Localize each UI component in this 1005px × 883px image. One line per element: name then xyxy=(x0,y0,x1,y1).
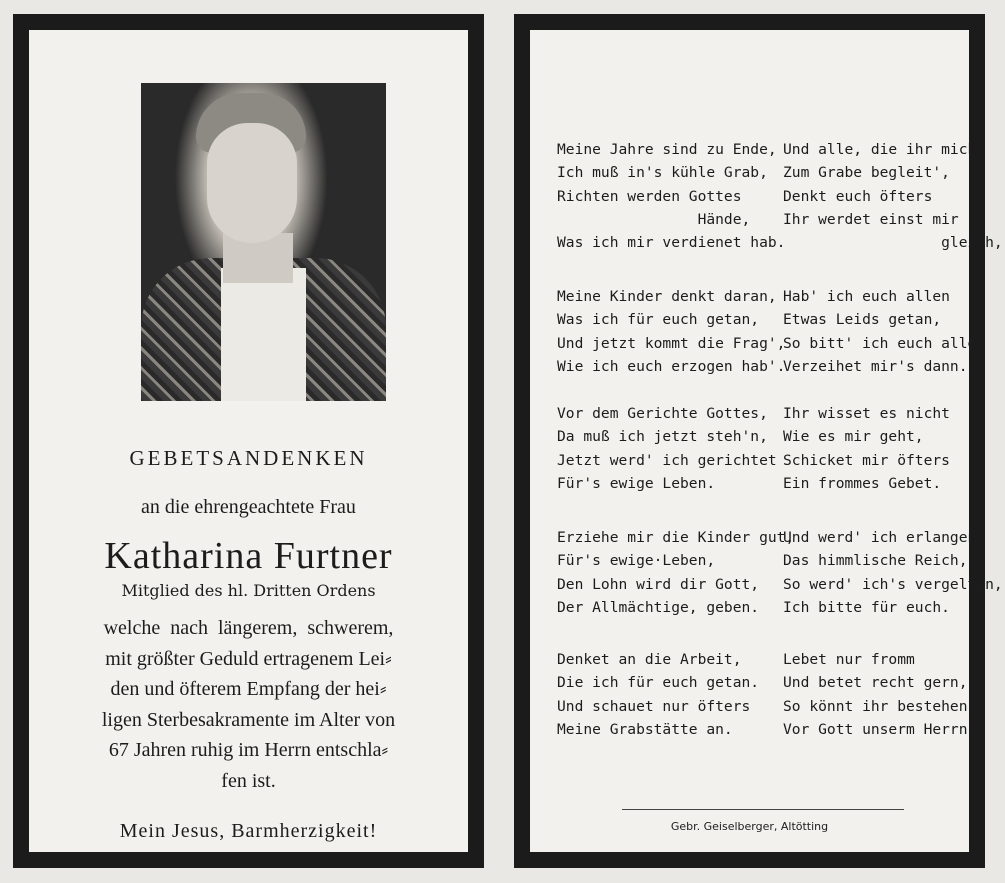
verse-stanza xyxy=(783,285,986,378)
verse-line: Das himmlische Reich, xyxy=(783,552,968,570)
verse-line: Vor dem Gerichte Gottes, xyxy=(557,405,768,422)
verse-line: So werd' ich's vergelten, xyxy=(783,575,1003,593)
verse-stanza xyxy=(783,648,983,741)
closing-prayer: Mein Jesus, Barmherzigkeit! xyxy=(119,820,378,842)
verse-line: Erziehe mir die Kinder gut, xyxy=(557,529,795,546)
subheading: an die ehrengeachtete Frau xyxy=(141,496,356,518)
verse-line: Da muß ich jetzt steh'n, xyxy=(557,428,768,446)
obituary-line: welche nach längerem, schwerem, xyxy=(103,617,394,639)
verse-line: Den Lohn wird dir Gott, xyxy=(557,575,760,593)
printer-credit: Gebr. Geiselberger, Altötting xyxy=(670,820,829,833)
verse-line: Hab' ich euch allen xyxy=(783,288,950,305)
verse-line: Schicket mir öfters xyxy=(783,451,950,469)
verse-stanza xyxy=(557,138,786,254)
verse-stanza xyxy=(557,648,760,741)
verse-line: Verzeihet mir's dann. xyxy=(783,357,968,375)
verse-stanza xyxy=(783,526,1003,619)
verse-line: Wie es mir geht, xyxy=(783,428,924,446)
deceased-name: Katharina Furtner xyxy=(104,535,393,577)
verse-line: Lebet nur fromm xyxy=(783,651,915,668)
verse-line: Und betet recht gern, xyxy=(783,674,968,692)
verse-line: Ihr wisset es nicht xyxy=(783,405,950,422)
verse-line: So könnt ihr bestehen xyxy=(783,697,968,715)
verse-line: Wie ich euch erzogen hab'. xyxy=(557,357,786,375)
obituary-line: mit größter Geduld ertragenem Lei⸗ xyxy=(105,647,392,670)
verse-line: Meine Jahre sind zu Ende, xyxy=(557,141,777,158)
verse-line: Denkt euch öfters xyxy=(783,187,933,205)
heading: GEBETSANDENKEN xyxy=(129,446,368,470)
verse-line: So bitt' ich euch alle, xyxy=(783,334,986,352)
obituary-line: den und öfterem Empfang der hei⸗ xyxy=(110,678,387,700)
verse-line: Meine Kinder denkt daran, xyxy=(557,288,777,305)
verse-line: Denket an die Arbeit, xyxy=(557,651,742,668)
verse-line: Richten werden Gottes xyxy=(557,187,742,205)
verse-stanza xyxy=(783,138,1003,254)
verse-line: Ich muß in's kühle Grab, xyxy=(557,164,768,182)
order-membership: Mitglied des hl. Dritten Ordens xyxy=(121,581,376,600)
verse-stanza xyxy=(783,402,983,495)
portrait-photo xyxy=(141,83,386,401)
memorial-card-back xyxy=(514,14,1003,868)
verse-line: Hände, xyxy=(557,210,751,228)
verse-line: Und jetzt kommt die Frag', xyxy=(557,334,786,352)
verse-line: Und alle, die ihr mich xyxy=(783,141,977,158)
verse-line: Was ich für euch getan, xyxy=(557,311,760,329)
obituary-line: fen ist. xyxy=(221,769,276,792)
verse-stanza xyxy=(557,285,786,378)
obituary-text xyxy=(29,613,468,796)
verse-stanza xyxy=(557,402,777,495)
verse-line: Der Allmächtige, geben. xyxy=(557,598,760,616)
card-back-inner xyxy=(530,30,1003,852)
verse-line: gleich, xyxy=(783,234,1003,252)
divider-line xyxy=(622,809,904,810)
obituary-line: 67 Jahren ruhig im Herrn entschla⸗ xyxy=(108,739,389,761)
verse-line: Etwas Leids getan, xyxy=(783,311,942,329)
verse-line: Ihr werdet einst mir xyxy=(783,210,959,228)
verse-line: Und schauet nur öfters xyxy=(557,697,751,715)
verse-line: Ein frommes Gebet. xyxy=(783,474,942,492)
verse-line: Für's ewige Leben. xyxy=(557,474,716,492)
verse-line: Für's ewige·Leben, xyxy=(557,552,716,570)
obituary-line: ligen Sterbesakramente im Alter von xyxy=(101,708,396,731)
verse-line: Meine Grabstätte an. xyxy=(557,720,733,738)
verse-stanza xyxy=(557,526,795,619)
verse-line: Ich bitte für euch. xyxy=(783,598,950,616)
verse-line: Was ich mir verdienet hab. xyxy=(557,234,786,252)
verse-line: Jetzt werd' ich gerichtet xyxy=(557,451,777,469)
verse-line: Und werd' ich erlangen, xyxy=(783,529,986,546)
verse-line: Vor Gott unserm Herrn. xyxy=(783,720,977,738)
card-front-inner xyxy=(29,30,468,852)
verse-line: Zum Grabe begleit', xyxy=(783,164,950,182)
verse-line: Die ich für euch getan. xyxy=(557,674,760,692)
memorial-card-front xyxy=(13,14,484,868)
